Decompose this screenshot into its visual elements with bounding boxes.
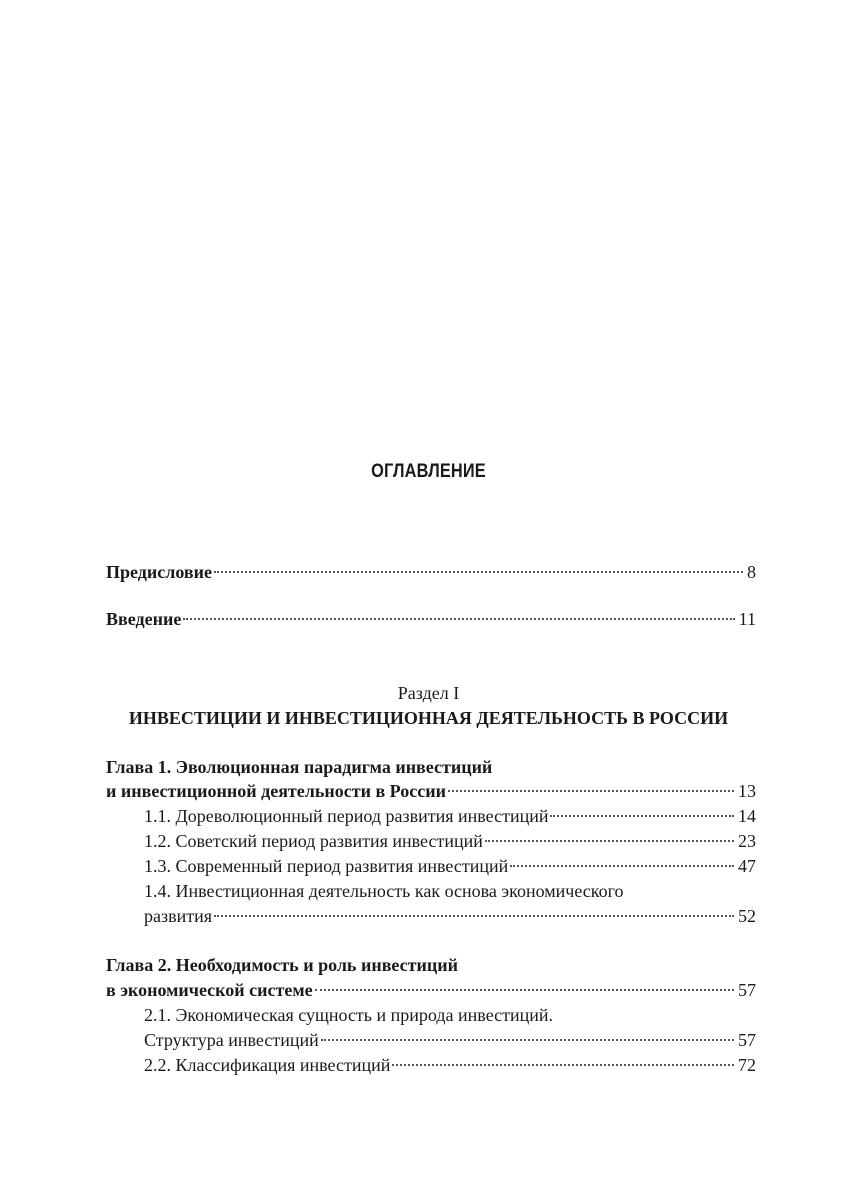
chapter-title: в экономической системе bbox=[106, 980, 313, 1000]
dot-leader bbox=[510, 865, 734, 867]
toc-entry-1-4[interactable] bbox=[144, 904, 756, 928]
toc-entry-title: развития bbox=[144, 906, 213, 926]
toc-entry-title: 1.1. Дореволюционный период развития инвестиций bbox=[144, 806, 549, 826]
toc-entry-introduction[interactable] bbox=[106, 607, 756, 631]
toc-entry-2-1[interactable] bbox=[144, 1028, 756, 1052]
toc-entry-title: 2.2. Классификация инвестиций bbox=[144, 1055, 391, 1075]
toc-entry-1-3[interactable] bbox=[144, 854, 756, 878]
dot-leader bbox=[550, 815, 734, 817]
dot-leader bbox=[448, 790, 734, 792]
toc-entry-title: 1.2. Советский период развития инвестиций bbox=[144, 831, 483, 851]
toc-page-number: 23 bbox=[738, 831, 756, 851]
toc-entry-title: Предисловие bbox=[106, 562, 212, 582]
toc-page-number: 11 bbox=[738, 609, 756, 629]
toc-page-number: 14 bbox=[738, 806, 756, 826]
toc-page-number: 57 bbox=[738, 1030, 756, 1050]
toc-page-number: 72 bbox=[738, 1055, 756, 1075]
toc-entry-title: 1.3. Современный период развития инвестиций bbox=[144, 856, 509, 876]
section-label: Раздел I bbox=[397, 683, 460, 703]
toc-page-number: 52 bbox=[738, 906, 756, 926]
chapter-2-entry[interactable] bbox=[106, 978, 756, 1002]
dot-leader bbox=[392, 1064, 734, 1066]
toc-entry-title: 2.1. Экономическая сущность и природа инвестиций. bbox=[144, 1005, 554, 1025]
chapter-1-entry[interactable] bbox=[106, 779, 756, 803]
dot-leader bbox=[183, 618, 734, 620]
toc-entry-2-1-line1[interactable] bbox=[144, 1003, 756, 1027]
page-title: ОГЛАВЛЕНИЕ bbox=[371, 461, 486, 482]
chapter-title: Глава 1. Эволюционная парадигма инвестиций bbox=[106, 757, 493, 777]
chapter-2-title-line1[interactable] bbox=[106, 953, 756, 977]
toc-entry-preface[interactable] bbox=[106, 560, 756, 584]
section-title: ИНВЕСТИЦИИ И ИНВЕСТИЦИОННАЯ ДЕЯТЕЛЬНОСТЬ В РОССИИ bbox=[128, 708, 729, 728]
toc-entry-1-2[interactable] bbox=[144, 829, 756, 853]
toc-entry-title: Структура инвестиций bbox=[144, 1030, 319, 1050]
chapter-title: и инвестиционной деятельности в России bbox=[106, 781, 446, 801]
chapter-title: Глава 2. Необходимость и роль инвестиций bbox=[106, 955, 458, 975]
dot-leader bbox=[214, 571, 743, 573]
toc-entry-1-4-line1[interactable] bbox=[144, 879, 756, 903]
dot-leader bbox=[485, 840, 734, 842]
toc-entry-1-1[interactable] bbox=[144, 804, 756, 828]
toc-entry-title: 1.4. Инвестиционная деятельность как основа экономического bbox=[144, 881, 624, 901]
dot-leader bbox=[321, 1039, 734, 1041]
toc-page-number: 13 bbox=[738, 781, 756, 801]
dot-leader bbox=[315, 989, 734, 991]
toc-page-number: 57 bbox=[738, 980, 756, 1000]
toc-page-number: 8 bbox=[747, 562, 756, 582]
toc-entry-title: Введение bbox=[106, 609, 182, 629]
toc-page-number: 47 bbox=[738, 856, 756, 876]
chapter-1-title-line1[interactable] bbox=[106, 755, 756, 779]
dot-leader bbox=[214, 915, 734, 917]
toc-entry-2-2[interactable] bbox=[144, 1053, 756, 1077]
